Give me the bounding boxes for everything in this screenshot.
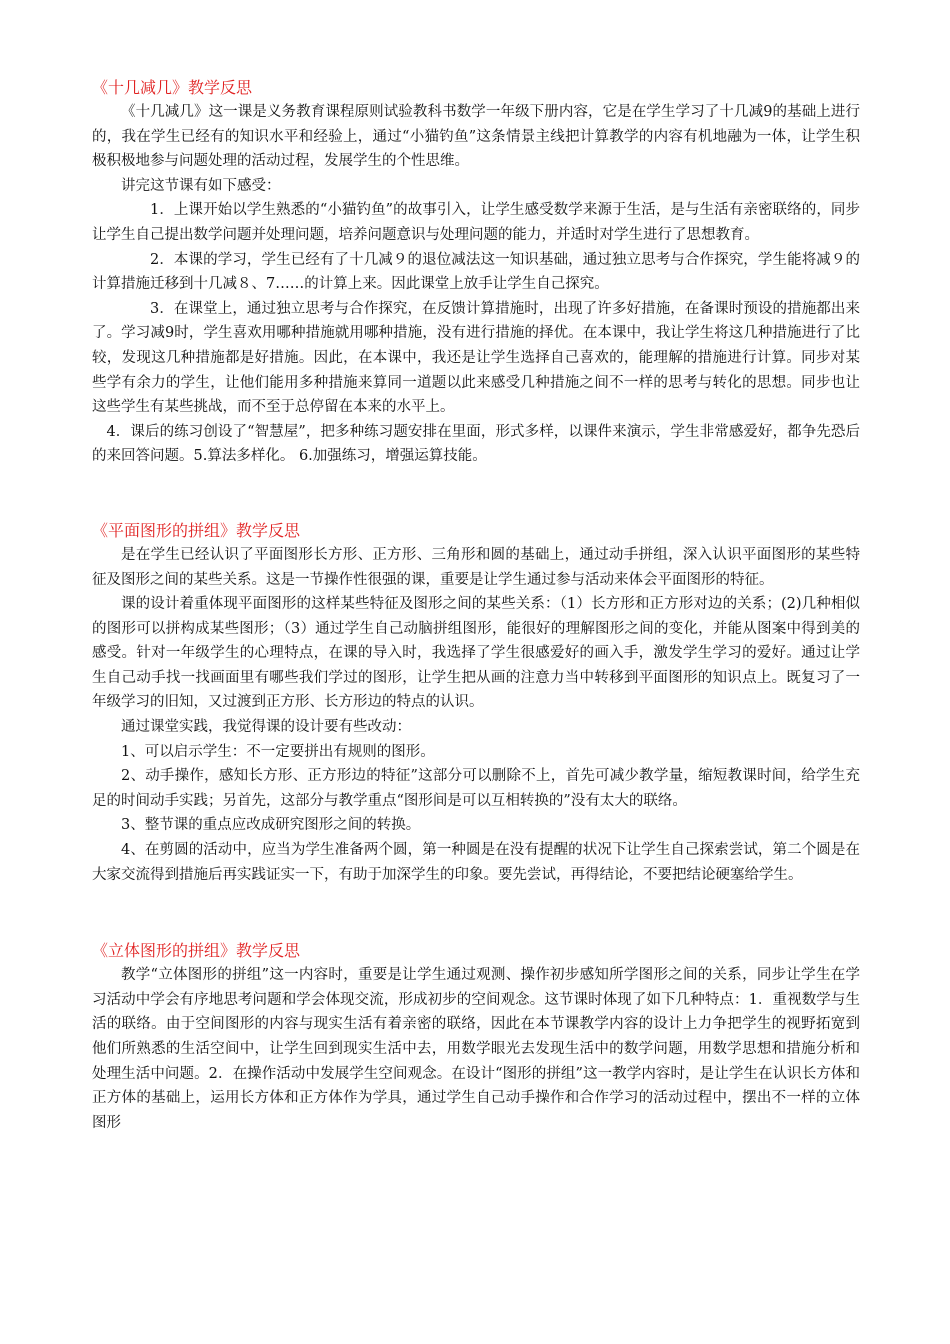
section-spacer	[92, 469, 860, 519]
paragraph: 《十几减几》这一课是义务教育课程原则试验教科书数学一年级下册内容，它是在学生学习了十几减9的基础上进行的，我在学生已经有的知识水平和经验上，通过“小猫钓鱼”这条情景主线把计算教学的内容有机地融为一体，让学生积极积极地参与问题处理的活动过程，发展学生的个性思维。	[92, 104, 860, 170]
section-title: 《平面图形的拼组》教学反思	[92, 520, 301, 540]
paragraph: 通过课堂实践，我觉得课的设计要有些改动：	[121, 719, 411, 736]
list-item: 2、动手操作，感知长方形、正方形边的特征”这部分可以删除不上，首先可减少教学量，缩短教课时间，给学生充足的时间动手实践；另首先，这部分与教学重点“图形间是可以互相转换的”没有太大的联络。	[92, 768, 860, 809]
list-item: 3、整节课的重点应改成研究图形之间的转换。	[121, 817, 421, 834]
paragraph: 讲完这节课有如下感受：	[121, 177, 281, 194]
list-item: 3．在课堂上，通过独立思考与合作探究，在反馈计算措施时，出现了许多好措施，在备课时预设的措施都出来了。学习减9时，学生喜欢用哪种措施就用哪种措施，没有进行措施的择优。在本课中，我让学生将这几种措施进行了比较，发现这几种措施都是好措施。因此，在本课中，我还是让学生选择自己喜欢的，能理解的措施进行计算。同步对某些学有余力的学生，让他们能用多种措施来算同一道题以此来感受几种措施之间不一样的思考与转化的思想。同步也让这些学生有某些挑战，而不至于总停留在本来的水平上。	[92, 300, 860, 416]
list-item: 4、在剪圆的活动中，应当为学生准备两个圆，第一种圆是在没有提醒的状况下让学生自己探索尝试，第二个圆是在大家交流得到措施后再实践证实一下，有助于加深学生的印象。要先尝试，再得结论，不要把结论硬塞给学生。	[92, 842, 860, 883]
paragraph: 教学“立体图形的拼组”这一内容时，重要是让学生通过观测、操作初步感知所学图形之间的关系，同步让学生在学习活动中学会有序地思考问题和学会体现交流，形成初步的空间观念。这节课时体现了如下几种特点：1．重视数学与生活的联络。由于空间图形的内容与现实生活有着亲密的联络，因此在本节课教学内容的设计上力争把学生的视野拓宽到他们所熟悉的生活空间中，让学生回到现实生活中去，用数学眼光去发现生活中的数学问题，用数学思想和措施分析和处理生活中问题。2．在操作活动中发展学生空间观念。在设计“图形的拼组”这一教学内容时，是让学生在认识长方体和正方体的基础上，运用长方体和正方体作为学具，通过学生自己动手操作和合作学习的活动过程中，摆出不一样的立体图形	[92, 967, 860, 1131]
paragraph: 是在学生已经认识了平面图形长方形、正方形、三角形和圆的基础上，通过动手拼组，深入认识平面图形的某些特征及图形之间的某些关系。这是一节操作性很强的课，重要是让学生通过参与活动来体会平面图形的特征。	[92, 546, 860, 588]
section-solid-shapes	[92, 939, 860, 1135]
paragraph: 课的设计着重体现平面图形的这样某些特征及图形之间的某些关系：（1）长方形和正方形对边的关系；(2)几种相似的图形可以拼构成某些图形；（3）通过学生自己动脑拼组图形，能很好的理解图形之间的变化，并能从图案中得到美的感受。针对一年级学生的心理特点，在课的导入时，我选择了学生很感爱好的画入手，激发学生学习的爱好。通过让学生自己动手找一找画面里有哪些我们学过的图形，让学生把从画的注意力当中转移到平面图形的知识点上。既复习了一年级学习的旧知，又过渡到正方形、长方形边的特点的认识。	[92, 596, 860, 711]
list-item: 1．上课开始以学生熟悉的“小猫钓鱼”的故事引入，让学生感受数学来源于生活，是与生活有亲密联络的，同步让学生自己提出数学问题并处理问题，培养问题意识与处理问题的能力，并适时对学生进行了思想教育。	[92, 202, 860, 243]
document-page	[92, 76, 860, 1135]
list-item: 4．课后的练习创设了“智慧屋”，把多种练习题安排在里面，形式多样，以课件来演示，学生非常感爱好，都争先恐后的来回答问题。5.算法多样化。 6.加强练习，增强运算技能。	[92, 423, 860, 465]
list-item: 2．本课的学习，学生已经有了十几减９的退位减法这一知识基础，通过独立思考与合作探究，学生能将减９的计算措施迁移到十几减８、7……的计算上来。因此课堂上放手让学生自己探究。	[92, 251, 860, 293]
section-plane-shapes	[92, 519, 860, 887]
section-title: 《十几减几》教学反思	[92, 78, 253, 97]
section-subtraction	[92, 76, 860, 469]
section-title: 《立体图形的拼组》教学反思	[92, 941, 301, 961]
section-spacer	[92, 887, 860, 939]
list-item: 1、可以启示学生：不一定要拼出有规则的图形。	[121, 743, 435, 760]
